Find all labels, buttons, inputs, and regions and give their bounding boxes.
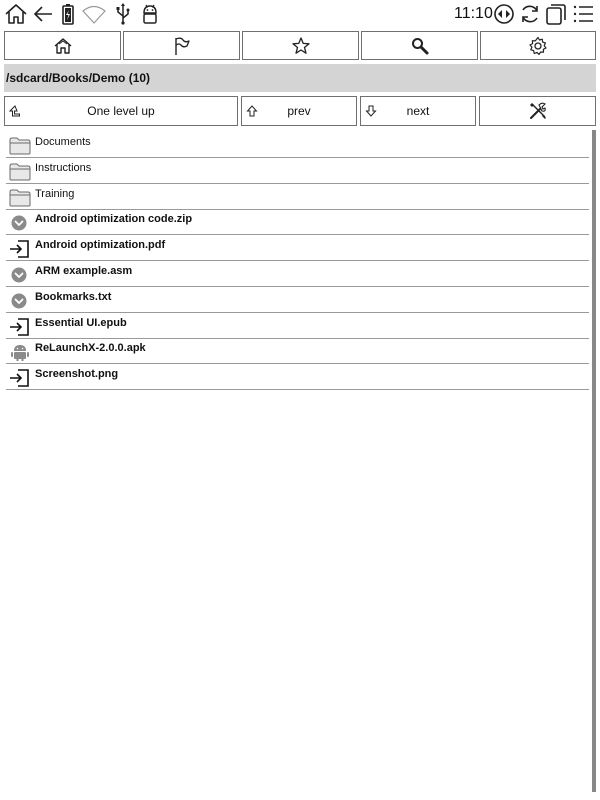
search-button[interactable] xyxy=(361,31,478,60)
gear-icon xyxy=(528,36,548,56)
home-icon[interactable] xyxy=(4,2,28,26)
tools-button[interactable] xyxy=(479,96,596,126)
arrow-up-icon xyxy=(246,105,258,117)
navigation-bar xyxy=(4,96,596,126)
status-bar xyxy=(0,0,600,28)
file-row[interactable] xyxy=(6,235,589,261)
file-name: Instructions xyxy=(35,161,92,174)
file-row[interactable] xyxy=(6,209,589,235)
file-name: Training xyxy=(35,187,75,200)
star-icon xyxy=(291,36,311,56)
prev-button[interactable] xyxy=(241,96,357,126)
chevron-circle-icon xyxy=(9,213,31,233)
chevron-circle-icon xyxy=(9,291,31,311)
android-icon xyxy=(9,342,31,362)
folder-icon xyxy=(9,162,31,182)
file-name: Android optimization.pdf xyxy=(35,239,166,252)
file-name: Documents xyxy=(35,136,91,148)
file-name: Bookmarks.txt xyxy=(35,290,112,303)
next-label: next xyxy=(406,104,430,118)
favorites-button[interactable] xyxy=(242,31,359,60)
folder-icon xyxy=(9,188,31,208)
wifi-icon xyxy=(82,2,106,26)
search-icon xyxy=(410,36,430,56)
file-row[interactable] xyxy=(6,313,589,339)
copy-icon[interactable] xyxy=(544,2,568,26)
toolbar xyxy=(4,31,596,60)
open-file-icon xyxy=(9,239,31,259)
file-name: Android optimization code.zip xyxy=(35,213,193,226)
arrow-down-icon xyxy=(365,105,377,117)
back-arrow-icon[interactable] xyxy=(31,2,55,26)
settings-button[interactable] xyxy=(480,31,596,60)
prev-label: prev xyxy=(287,104,311,118)
folder-row[interactable] xyxy=(6,184,589,210)
open-file-icon xyxy=(9,368,31,388)
android-icon xyxy=(138,2,162,26)
open-file-icon xyxy=(9,317,31,337)
menu-icon[interactable] xyxy=(571,2,595,26)
file-row[interactable] xyxy=(6,338,589,364)
file-name: ReLaunchX-2.0.0.apk xyxy=(35,342,146,355)
file-name: ARM example.asm xyxy=(35,265,133,277)
folder-row[interactable] xyxy=(6,132,589,158)
home-button[interactable] xyxy=(4,31,121,60)
file-row[interactable] xyxy=(6,287,589,313)
flag-icon xyxy=(172,36,192,56)
one-level-up-label: One level up xyxy=(87,104,155,118)
clock-time: 11:10 xyxy=(454,5,493,22)
next-button[interactable] xyxy=(360,96,476,126)
scrollbar[interactable] xyxy=(592,130,596,792)
tools-icon xyxy=(528,101,548,121)
file-row[interactable] xyxy=(6,261,589,287)
home-icon xyxy=(53,36,73,56)
folder-icon xyxy=(9,136,31,156)
file-list xyxy=(6,132,589,792)
chevron-circle-icon xyxy=(9,265,31,285)
usb-icon xyxy=(111,2,135,26)
battery-charging-icon xyxy=(56,2,80,26)
rotate-icon[interactable] xyxy=(492,2,516,26)
one-level-up-button[interactable] xyxy=(4,96,238,126)
file-row[interactable] xyxy=(6,364,589,390)
refresh-icon[interactable] xyxy=(518,2,542,26)
file-name: Screenshot.png xyxy=(35,368,119,381)
bookmarks-button[interactable] xyxy=(123,31,240,60)
current-path: /sdcard/Books/Demo (10) xyxy=(4,64,596,92)
folder-row[interactable] xyxy=(6,158,589,184)
file-name: Essential UI.epub xyxy=(35,316,127,329)
level-up-icon xyxy=(9,105,21,117)
